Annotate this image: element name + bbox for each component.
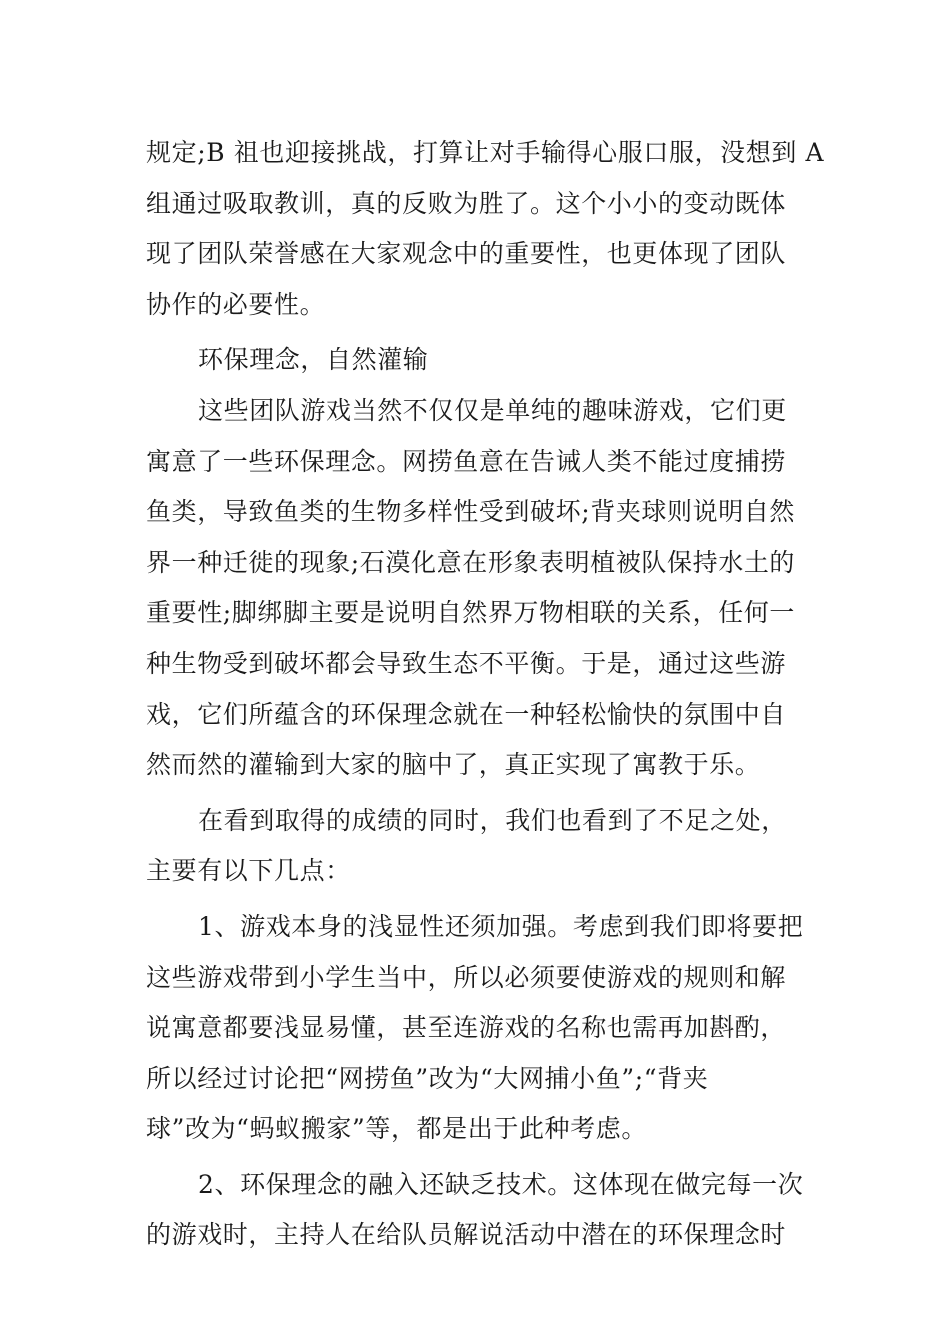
text-line: 鱼类，导致鱼类的生物多样性受到破坏;背夹球则说明自然 — [146, 497, 796, 527]
text-line: 协作的必要性。 — [146, 289, 326, 319]
text-line: 球”改为“蚂蚁搬家”等，都是出于此种考虑。 — [146, 1114, 647, 1144]
text-line: 戏，它们所蕴含的环保理念就在一种轻松愉快的氛围中自 — [146, 699, 787, 729]
body-text — [146, 128, 825, 1261]
text-line: 的游戏时，主持人在给队员解说活动中潜在的环保理念时 — [146, 1220, 787, 1250]
text-line: 然而然的灌输到大家的脑中了，真正实现了寓教于乐。 — [146, 750, 761, 780]
section-heading: 环保理念，自然灌输 — [198, 345, 429, 375]
list-item: 1、游戏本身的浅显性还须加强。考虑到我们即将要把 — [198, 911, 804, 941]
text-line: 重要性;脚绑脚主要是说明自然界万物相联的关系，任何一 — [146, 598, 796, 628]
text-line: 界一种迁徙的现象;石漠化意在形象表明植被队保持水土的 — [146, 547, 796, 577]
text-line: 种生物受到破坏都会导致生态不平衡。于是，通过这些游 — [146, 648, 787, 678]
text-line: 组通过吸取教训，真的反败为胜了。这个小小的变动既体 — [146, 188, 787, 218]
text-line: 这些团队游戏当然不仅仅是单纯的趣味游戏，它们更 — [198, 395, 787, 425]
text-line: 在看到取得的成绩的同时，我们也看到了不足之处， — [198, 805, 787, 835]
text-line: 这些游戏带到小学生当中，所以必须要使游戏的规则和解 — [146, 962, 787, 992]
text-line: 说寓意都要浅显易懂，甚至连游戏的名称也需再加斟酌， — [146, 1013, 787, 1043]
text-line: 规定;B 祖也迎接挑战，打算让对手输得心服口服，没想到 A — [146, 138, 825, 167]
text-line: 现了团队荣誉感在大家观念中的重要性，也更体现了团队 — [146, 239, 787, 269]
text-line: 所以经过讨论把“网捞鱼”改为“大网捕小鱼”;“背夹 — [146, 1063, 709, 1093]
text-line: 主要有以下几点： — [146, 856, 351, 886]
list-item: 2、环保理念的融入还缺乏技术。这体现在做完每一次 — [198, 1169, 804, 1199]
text-line: 寓意了一些环保理念。网捞鱼意在告诫人类不能过度捕捞 — [146, 446, 787, 476]
